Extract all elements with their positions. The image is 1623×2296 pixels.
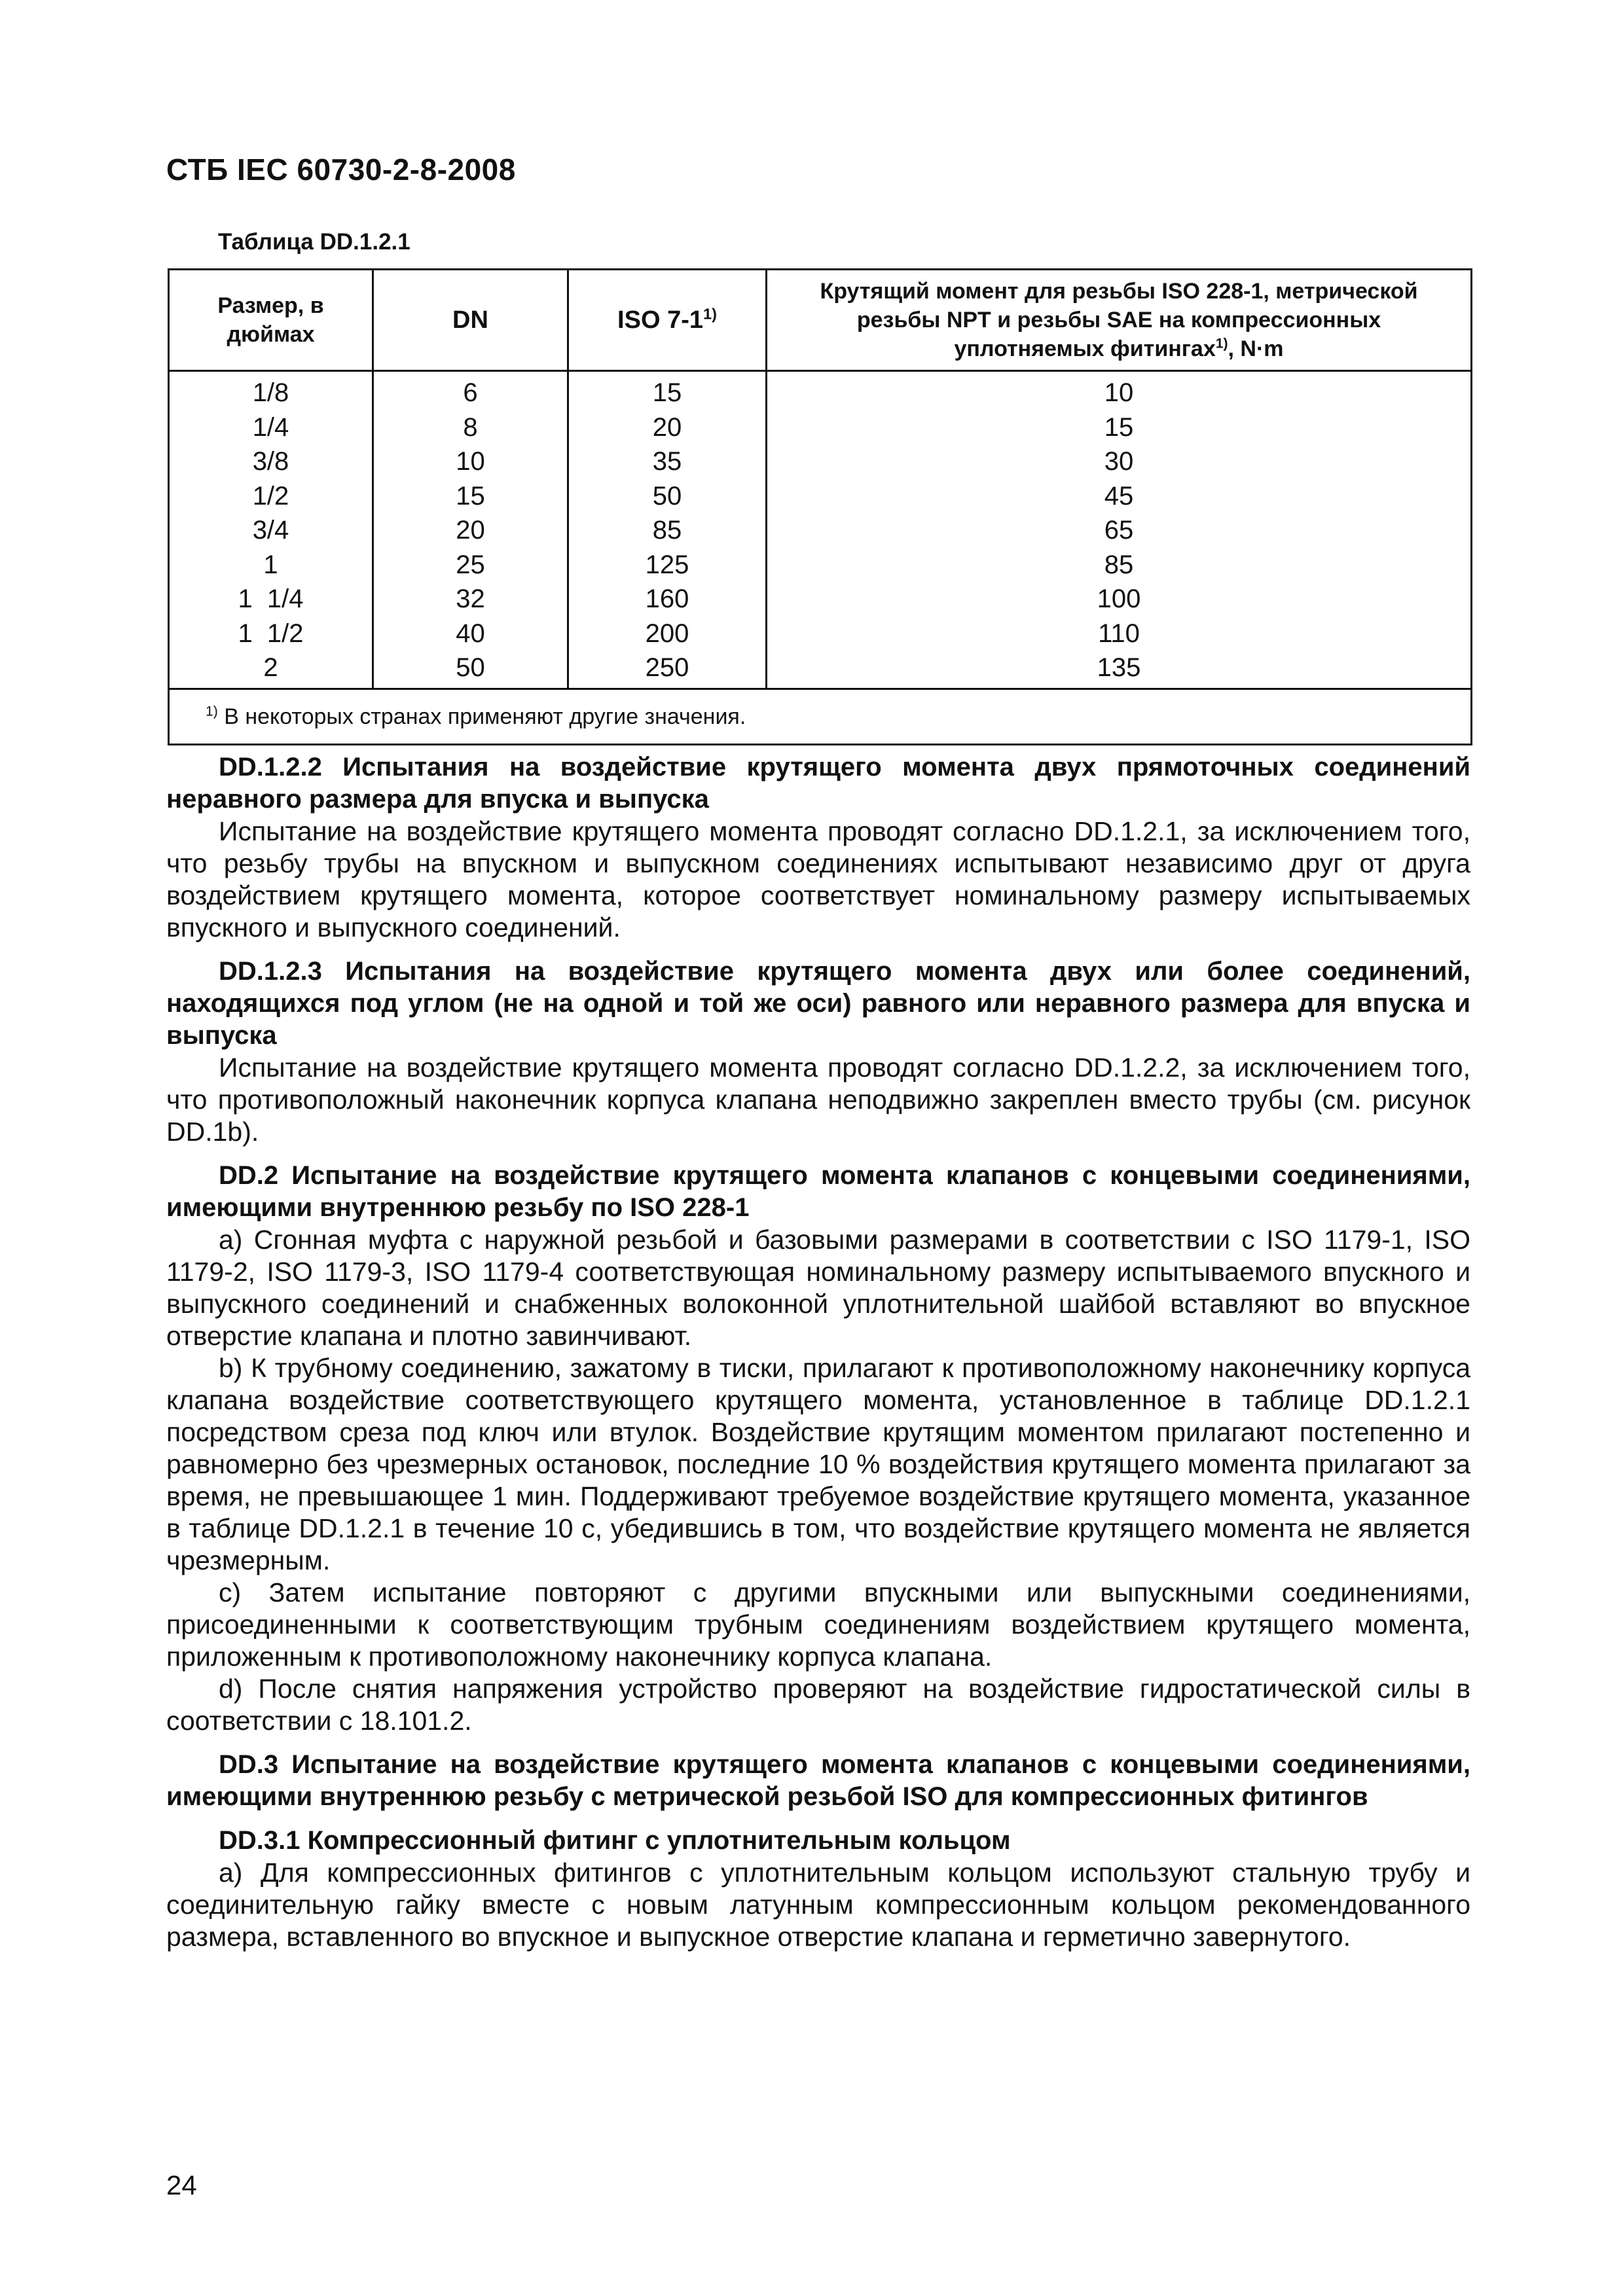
section-heading: DD.1.2.2 Испытания на воздействие крутящего момента двух прямоточных соединений неравного размера для впуска и выпуска bbox=[166, 753, 1470, 814]
table-cell: 1 bbox=[169, 548, 373, 583]
table-cell: 1/8 bbox=[169, 371, 373, 410]
table-cell: 32 bbox=[373, 582, 568, 617]
footnote-marker: 1) bbox=[206, 704, 218, 719]
table-footnote: $^{1)}$ В некоторых странах применяют другие значения. bbox=[169, 689, 1472, 744]
table-cell: 125 bbox=[568, 548, 767, 583]
table-row bbox=[169, 617, 1472, 651]
table-row bbox=[169, 651, 1472, 689]
body-paragraph: c) Затем испытание повторяют с другими впускными или выпускными соединениями, присоединенными к соответствующим трубным соединениям воздействием крутящего момента, приложенным к противоположному наконечнику корпуса клапана. bbox=[166, 1577, 1470, 1672]
table-cell: 135 bbox=[767, 651, 1472, 689]
table-cell: 8 bbox=[373, 410, 568, 445]
footnote-marker: 1) bbox=[1215, 336, 1228, 351]
body-paragraph: d) После снятия напряжения устройство проверяют на воздействие гидростатической силы в соответствии с 18.101.2. bbox=[166, 1674, 1470, 1736]
table-cell: 6 bbox=[373, 371, 568, 410]
table-cell: 2 bbox=[169, 651, 373, 689]
table-row bbox=[169, 371, 1472, 410]
table-cell: 20 bbox=[373, 513, 568, 548]
table-cell: 100 bbox=[767, 582, 1472, 617]
section-heading: DD.1.2.3 Испытания на воздействие крутящего момента двух или более соединений, находящихся под углом (не на одной и той же оси) равного или неравного размера для впуска и выпуска bbox=[166, 957, 1470, 1050]
footnote-marker: 1) bbox=[703, 305, 717, 323]
header-dn: DN bbox=[373, 270, 568, 371]
document-header: СТБ IEC 60730-2-8-2008 bbox=[166, 152, 516, 187]
table-cell: 50 bbox=[568, 479, 767, 514]
table-header-row bbox=[169, 270, 1472, 371]
table-cell: 40 bbox=[373, 617, 568, 651]
table-cell: 15 bbox=[568, 371, 767, 410]
table-row bbox=[169, 410, 1472, 445]
table-row bbox=[169, 479, 1472, 514]
table-cell: 1/2 bbox=[169, 479, 373, 514]
table-cell: 160 bbox=[568, 582, 767, 617]
table-row bbox=[169, 582, 1472, 617]
table-caption: Таблица DD.1.2.1 bbox=[218, 229, 410, 255]
table-cell: 1/4 bbox=[169, 410, 373, 445]
header-iso: ISO 7-1$^{1)}$ bbox=[568, 270, 767, 371]
table-cell: 15 bbox=[373, 479, 568, 514]
table-cell: 10 bbox=[373, 444, 568, 479]
table-cell: 25 bbox=[373, 548, 568, 583]
table-cell: 45 bbox=[767, 479, 1472, 514]
table-cell: 30 bbox=[767, 444, 1472, 479]
table-cell: 250 bbox=[568, 651, 767, 689]
body-paragraph: Испытание на воздействие крутящего момента проводят согласно DD.1.2.1, за исключением того, что резьбу трубы на впускном и выпускном соединениях испытывают независимо друг от друга воздействием крутящего момента, которое соответствует номинальному размеру испытываемых впускного и выпускного соединений. bbox=[166, 816, 1470, 942]
header-size: Размер, в дюймах bbox=[169, 270, 373, 371]
body-paragraph: a) Для компрессионных фитингов с уплотнительным кольцом используют стальную трубу и соединительную гайку вместе с новым латунным компрессионным кольцом рекомендованного размера, вставленного во впускное и выпускное отверстие клапана и герметично завернутого. bbox=[166, 1857, 1470, 1952]
table-cell: 10 bbox=[767, 371, 1472, 410]
body-paragraph: a) Сгонная муфта с наружной резьбой и базовыми размерами в соответствии с ISO 1179-1, ISO 1179-2, ISO 1179-3, ISO 1179-4 соответствующая номинальному размеру испытываемого впускного и выпускного соединений и снабженных волоконной уплотнительной шайбой вставляют во впускное отверстие клапана и плотно завинчивают. bbox=[166, 1225, 1470, 1351]
table-row bbox=[169, 548, 1472, 583]
table-footnote-row bbox=[169, 689, 1472, 744]
table-cell: 1 1/4 bbox=[169, 582, 373, 617]
table-cell: 3/8 bbox=[169, 444, 373, 479]
table-cell: 85 bbox=[767, 548, 1472, 583]
section-heading: DD.3.1 Компрессионный фитинг с уплотнительным кольцом bbox=[219, 1826, 1011, 1855]
torque-table bbox=[168, 268, 1472, 745]
page-number: 24 bbox=[166, 2170, 197, 2200]
body-paragraph: b) К трубному соединению, зажатому в тиски, прилагают к противоположному наконечнику корпуса клапана воздействие соответствующего крутящего момента, установленное в таблице DD.1.2.1 посредством среза под ключ или втулок. Воздействие крутящим моментом прилагают постепенно и равномерно без чрезмерных остановок, последние 10 % воздействия крутящего момента прилагают за время, не превышающее 1 мин. Поддерживают требуемое воздействие крутящего момента, указанное в таблице DD.1.2.1 в течение 10 с, убедившись в том, что воздействие крутящего момента не является чрезмерным. bbox=[166, 1353, 1470, 1575]
table-cell: 65 bbox=[767, 513, 1472, 548]
table-row bbox=[169, 513, 1472, 548]
body-paragraph: Испытание на воздействие крутящего момента проводят согласно DD.1.2.2, за исключением того, что противоположный наконечник корпуса клапана неподвижно закреплен вместо трубы (см. рисунок DD.1b). bbox=[166, 1052, 1470, 1147]
table-cell: 85 bbox=[568, 513, 767, 548]
table-cell: 3/4 bbox=[169, 513, 373, 548]
header-torque: Крутящий момент для резьбы ISO 228-1, метрической резьбы NPT и резьбы SAE на компрессионных уплотняемых фитингах$^{1)}$, N·m bbox=[767, 270, 1472, 371]
table-cell: 35 bbox=[568, 444, 767, 479]
section-heading: DD.3 Испытание на воздействие крутящего момента клапанов с концевыми соединениями, имеющими внутреннюю резьбу с метрической резьбой ISO для компрессионных фитингов bbox=[166, 1750, 1470, 1811]
table-cell: 20 bbox=[568, 410, 767, 445]
section-heading: DD.2 Испытание на воздействие крутящего момента клапанов с концевыми соединениями, имеющими внутреннюю резьбу по ISO 228-1 bbox=[166, 1161, 1470, 1222]
table-cell: 50 bbox=[373, 651, 568, 689]
table-cell: 1 1/2 bbox=[169, 617, 373, 651]
document-body bbox=[166, 751, 1470, 1953]
table-cell: 110 bbox=[767, 617, 1472, 651]
table-cell: 200 bbox=[568, 617, 767, 651]
table-cell: 15 bbox=[767, 410, 1472, 445]
table-row bbox=[169, 444, 1472, 479]
